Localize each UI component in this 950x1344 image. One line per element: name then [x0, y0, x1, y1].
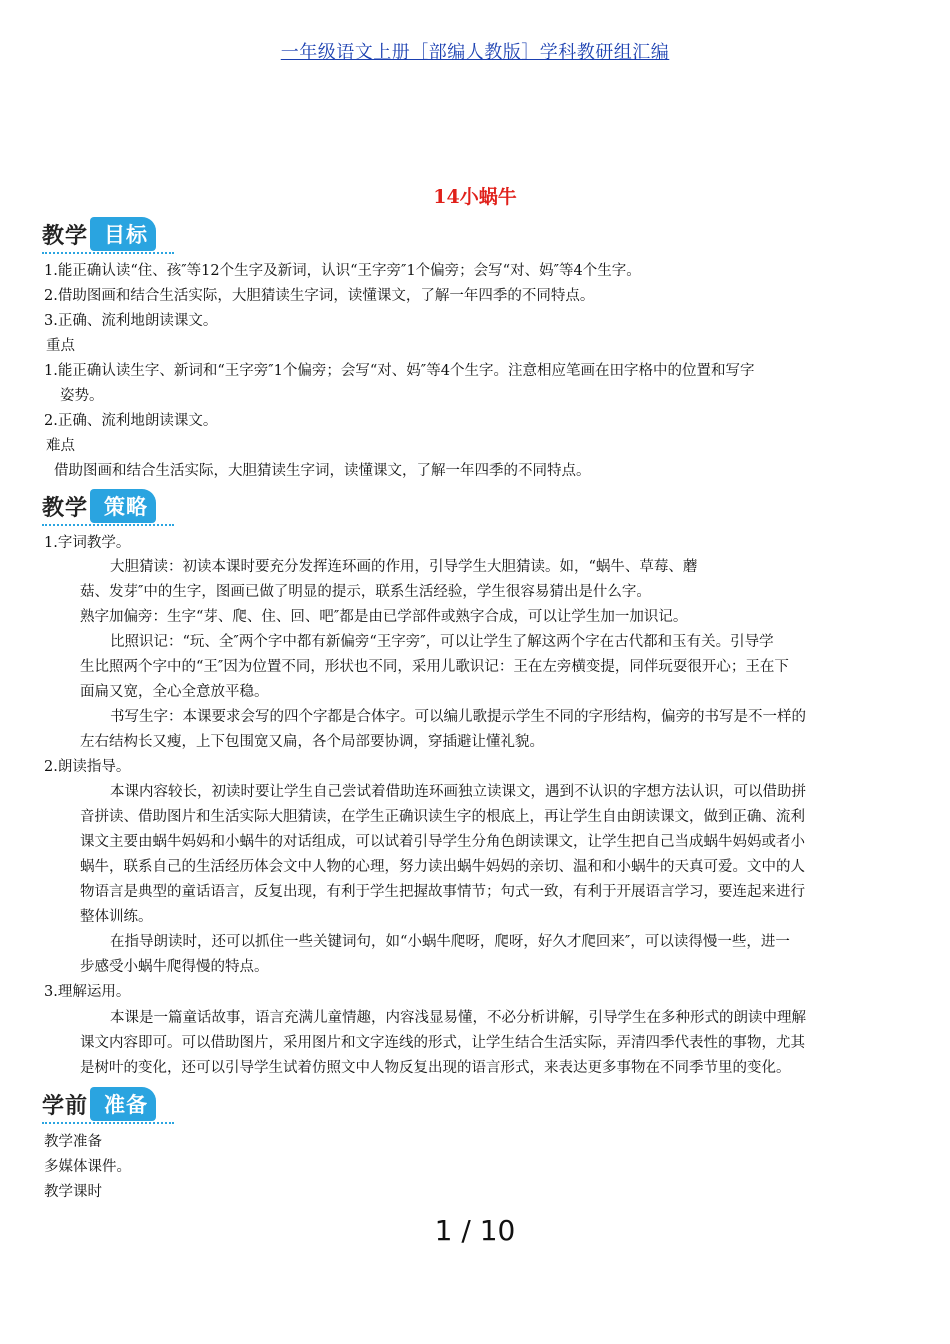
strategy-text: 步感受小蜗牛爬得慢的特点。: [80, 959, 269, 975]
section-badge-prep: [42, 1086, 156, 1122]
prep-line-2: 多媒体课件。: [44, 1159, 131, 1175]
prep-line-1: 教学准备: [44, 1134, 102, 1150]
strategy-text: 音拼读、借助图片和生活实际大胆猜读，在学生正确识读生字的根底上，再让学生自由朗读课文，做到正确、流利: [80, 809, 805, 825]
strategy-text: 本课内容较长，初读时要让学生自己尝试着借助连环画独立读课文，遇到不认识的字想方法认识，可以借助拼: [110, 784, 806, 800]
page-number: 1 / 10: [434, 1214, 516, 1247]
strategy-text: 课文内容即可。可以借助图片，采用图片和文字连线的形式，让学生结合生活实际，弄清四季代表性的事物，尤其: [80, 1035, 805, 1051]
badge-left-text: 学前: [42, 1093, 89, 1119]
strategy-text: 在指导朗读时，还可以抓住一些关键词句，如“小蜗牛爬呀，爬呀，好久才爬回来″，可以读得慢一些，进一: [110, 934, 790, 950]
key-points-label: 重点: [46, 338, 75, 354]
strategy-text: 本课是一篇童话故事，语言充满儿童情趣，内容浅显易懂，不必分析讲解，引导学生在多种形式的朗读中理解: [110, 1010, 806, 1026]
goal-item-3: 3.正确、流利地朗读课文。: [44, 313, 218, 329]
strategy-text: 书写生字：本课要求会写的四个字都是合体字。可以编儿歌提示学生不同的字形结构，偏旁的书写是不一样的: [110, 709, 806, 725]
badge-underline: [42, 1122, 174, 1124]
strategy-heading-2: 2.朗读指导。: [44, 759, 131, 775]
badge-left-text: 教学: [42, 223, 89, 249]
difficulty-label: 难点: [46, 438, 75, 454]
badge-right-text: 策略: [90, 489, 156, 523]
strategy-text: 比照识记：“玩、全″两个字中都有新偏旁“王字旁″，可以让学生了解这两个字在古代都和玉有关。引导学: [110, 634, 774, 650]
badge-right-text: 准备: [90, 1087, 156, 1121]
section-badge-goals: [42, 216, 156, 252]
badge-underline: [42, 524, 174, 526]
prep-line-3: 教学课时: [44, 1184, 102, 1200]
strategy-text: 熟字加偏旁：生字“芽、爬、住、回、吧″都是由已学部件或熟字合成，可以让学生加一加识记。: [80, 609, 688, 625]
strategy-text: 蜗牛，联系自己的生活经历体会文中人物的心理，努力读出蜗牛妈妈的亲切、温和和小蜗牛的天真可爱。文中的人: [80, 859, 805, 875]
strategy-text: 是树叶的变化，还可以引导学生试着仿照文中人物反复出现的语言形式，来表达更多事物在不同季节里的变化。: [80, 1060, 791, 1076]
badge-left-text: 教学: [42, 495, 89, 521]
strategy-heading-3: 3.理解运用。: [44, 984, 131, 1000]
badge-right-text: 目标: [90, 217, 156, 251]
key-point-1: 1.能正确认读生字、新词和“王字旁″1个偏旁；会写“对、妈″等4个生字。注意相应笔画在田字格中的位置和写字: [44, 363, 755, 379]
strategy-text: 课文主要由蜗牛妈妈和小蜗牛的对话组成，可以试着引导学生分角色朗读课文，让学生把自己当成蜗牛妈妈或者小: [80, 834, 805, 850]
strategy-text: 整体训练。: [80, 909, 153, 925]
strategy-text: 面扁又宽，全心全意放平稳。: [80, 684, 269, 700]
strategy-text: 大胆猜读：初读本课时要充分发挥连环画的作用，引导学生大胆猜读。如，“蜗牛、草莓、蘑: [110, 559, 698, 575]
difficulty-1: 借助图画和结合生活实际，大胆猜读生字词，读懂课文，了解一年四季的不同特点。: [54, 463, 591, 479]
section-badge-strategy: [42, 488, 156, 524]
key-point-2: 2.正确、流利地朗读课文。: [44, 413, 218, 429]
goal-item-1: 1.能正确认读“住、孩″等12个生字及新词，认识“王字旁″1个偏旁；会写“对、妈″等4个生字。: [44, 263, 641, 279]
header-link[interactable]: 一年级语文上册［部编人教版］学科教研组汇编: [280, 42, 670, 63]
badge-underline: [42, 252, 174, 254]
goal-item-2: 2.借助图画和结合生活实际，大胆猜读生字词，读懂课文，了解一年四季的不同特点。: [44, 288, 595, 304]
lesson-title: 14小蜗牛: [433, 186, 517, 208]
strategy-text: 物语言是典型的童话语言，反复出现，有利于学生把握故事情节；句式一致，有利于开展语言学习，要连起来进行: [80, 884, 805, 900]
strategy-text: 生比照两个字中的“王″因为位置不同，形状也不同，采用儿歌识记：王在左旁横变提，同伴玩耍很开心；王在下: [80, 659, 789, 675]
key-point-1-cont: 姿势。: [60, 388, 104, 404]
strategy-text: 左右结构长又瘦，上下包围宽又扁，各个局部要协调，穿插避让懂礼貌。: [80, 734, 544, 750]
strategy-text: 菇、发芽″中的生字，图画已做了明显的提示，联系生活经验，学生很容易猜出是什么字。: [80, 584, 651, 600]
strategy-heading-1: 1.字词教学。: [44, 535, 131, 551]
